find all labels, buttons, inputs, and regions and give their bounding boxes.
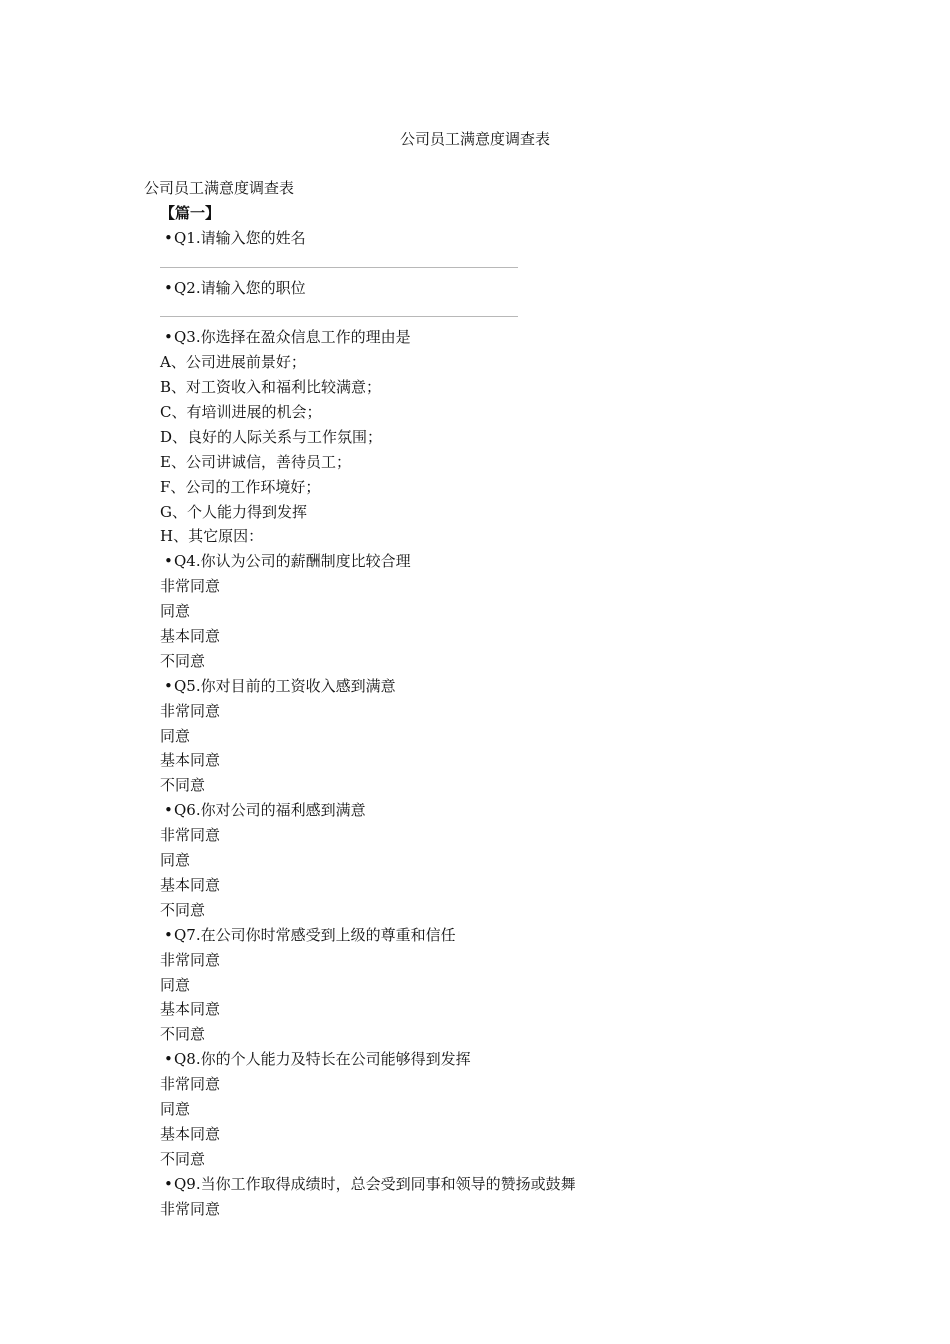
option-item[interactable]: 同意 bbox=[160, 851, 191, 870]
option-item[interactable]: 非常同意 bbox=[160, 701, 221, 720]
question-text: Q6.你对公司的福利感到满意 bbox=[174, 801, 366, 820]
question-q4 bbox=[144, 549, 824, 574]
bullet-icon: • bbox=[164, 278, 173, 297]
bullet-icon: • bbox=[164, 801, 173, 820]
position-answer-field[interactable] bbox=[144, 300, 824, 325]
document-heading: 公司员工满意度调查表 bbox=[144, 179, 295, 197]
option-item[interactable]: 非常同意 bbox=[160, 950, 221, 969]
question-text: Q5.你对目前的工资收入感到满意 bbox=[174, 676, 396, 695]
option-item[interactable]: 非常同意 bbox=[160, 826, 221, 845]
option-item[interactable]: 同意 bbox=[160, 726, 191, 745]
question-text: Q8.你的个人能力及特长在公司能够得到发挥 bbox=[174, 1050, 471, 1069]
question-q9 bbox=[144, 1172, 824, 1197]
question-text: Q3.你选择在盈众信息工作的理由是 bbox=[174, 328, 411, 347]
option-item[interactable]: G、个人能力得到发挥 bbox=[160, 502, 307, 521]
option-item[interactable]: A、公司进展前景好； bbox=[160, 353, 306, 372]
option-item[interactable]: 基本同意 bbox=[160, 1000, 221, 1019]
option-item[interactable]: 基本同意 bbox=[160, 751, 221, 770]
option-item[interactable]: 同意 bbox=[160, 602, 191, 621]
option-item[interactable]: 非常同意 bbox=[160, 1199, 221, 1218]
question-text: Q2.请输入您的职位 bbox=[174, 278, 306, 297]
option-item[interactable]: 基本同意 bbox=[160, 627, 221, 646]
answer-underline bbox=[160, 316, 518, 317]
option-item[interactable]: D、良好的人际关系与工作氛围； bbox=[160, 427, 383, 446]
option-item[interactable]: F、公司的工作环境好； bbox=[160, 477, 321, 496]
option-item[interactable]: 不同意 bbox=[160, 1025, 206, 1044]
option-item[interactable]: E、公司讲诚信，善待员工； bbox=[160, 452, 351, 471]
question-q1 bbox=[144, 226, 824, 251]
page-title: 公司员工满意度调查表 bbox=[399, 130, 550, 148]
question-text: Q4.你认为公司的薪酬制度比较合理 bbox=[174, 552, 411, 571]
question-q5 bbox=[144, 674, 824, 699]
option-item[interactable]: 非常同意 bbox=[160, 1075, 221, 1094]
section-label: 【篇一】 bbox=[160, 203, 221, 222]
question-text: Q1.请输入您的姓名 bbox=[174, 228, 306, 247]
document-body bbox=[144, 176, 824, 1221]
option-item[interactable]: B、对工资收入和福利比较满意； bbox=[160, 378, 382, 397]
option-item[interactable]: 同意 bbox=[160, 1099, 191, 1118]
option-item[interactable]: C、有培训进展的机会； bbox=[160, 403, 322, 422]
option-item[interactable]: 同意 bbox=[160, 975, 191, 994]
option-item[interactable]: 不同意 bbox=[160, 776, 206, 795]
question-text: Q9.当你工作取得成绩时，总会受到同事和领导的赞扬或鼓舞 bbox=[174, 1174, 576, 1193]
name-answer-field[interactable] bbox=[144, 251, 824, 276]
option-item[interactable]: 非常同意 bbox=[160, 577, 221, 596]
question-q3 bbox=[144, 325, 824, 350]
question-q6 bbox=[144, 798, 824, 823]
question-q8 bbox=[144, 1047, 824, 1072]
bullet-icon: • bbox=[164, 676, 173, 695]
option-item[interactable]: 不同意 bbox=[160, 900, 206, 919]
bullet-icon: • bbox=[164, 925, 173, 944]
bullet-icon: • bbox=[164, 1050, 173, 1069]
option-item[interactable]: 不同意 bbox=[160, 1149, 206, 1168]
option-item[interactable]: H、其它原因： bbox=[160, 527, 264, 546]
bullet-icon: • bbox=[164, 328, 173, 347]
question-q7 bbox=[144, 923, 824, 948]
answer-underline bbox=[160, 267, 518, 268]
question-text: Q7.在公司你时常感受到上级的尊重和信任 bbox=[174, 925, 456, 944]
bullet-icon: • bbox=[164, 1174, 173, 1193]
option-item[interactable]: 基本同意 bbox=[160, 1124, 221, 1143]
bullet-icon: • bbox=[164, 552, 173, 571]
bullet-icon: • bbox=[164, 228, 173, 247]
question-q2 bbox=[144, 276, 824, 301]
option-item[interactable]: 基本同意 bbox=[160, 875, 221, 894]
option-item[interactable]: 不同意 bbox=[160, 651, 206, 670]
